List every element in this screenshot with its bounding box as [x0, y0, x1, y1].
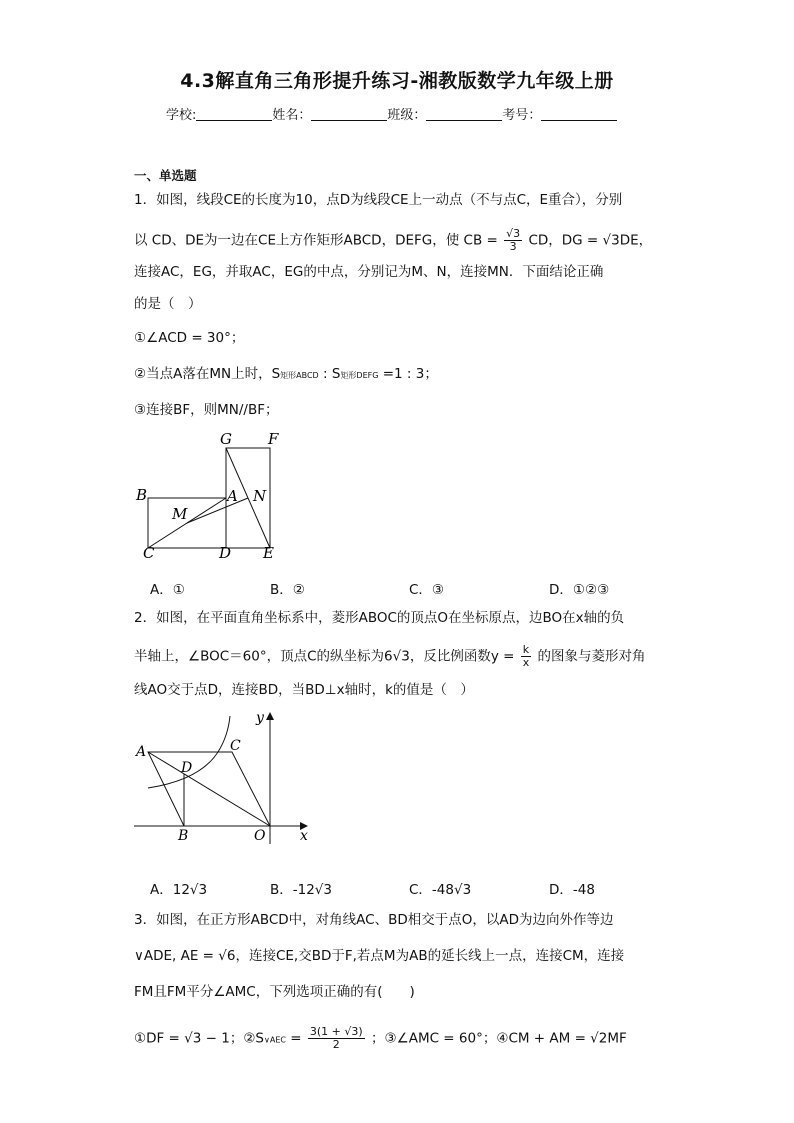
label-c: C — [230, 738, 241, 754]
q1-fraction — [504, 228, 522, 253]
q1-s2-sub2: 矩形DEFG — [340, 371, 379, 380]
q2-option-a[interactable]: A．12√3 — [150, 882, 208, 898]
q2-option-b[interactable]: B．-12√3 — [270, 882, 333, 898]
label-o: O — [254, 828, 266, 844]
label-a: A — [136, 744, 147, 760]
label-a: A — [227, 487, 238, 505]
exam-blank[interactable] — [541, 108, 617, 121]
label-x: x — [300, 828, 308, 844]
q3-s1-eq: = — [285, 1030, 302, 1047]
q1-option-a[interactable]: A．① — [150, 582, 185, 598]
q1-option-b[interactable]: B．② — [270, 582, 305, 598]
section-heading: 一、单选题 — [134, 168, 197, 183]
q1-line-2a: 以 CD、DE为一边在CE上方作矩形ABCD，DEFG，使 — [134, 232, 460, 249]
page-title: 4.3解直角三角形提升练习-湘教版数学九年级上册 — [180, 70, 614, 92]
q1-s2-e: =1 : 3； — [378, 366, 438, 382]
exam-label: 考号： — [502, 108, 542, 123]
school-label: 学校: — [166, 108, 197, 123]
label-b: B — [136, 486, 148, 504]
segment-mn — [187, 498, 248, 523]
q3-statements — [134, 1026, 627, 1051]
q2-frac-num: k — [521, 644, 532, 657]
q1-s2-c: : S — [318, 366, 341, 382]
y-axis-arrow — [266, 712, 274, 720]
q2-line-2a: 半轴上，∠BOC＝60°，顶点C的纵坐标为6√3，反比例函数y = — [134, 648, 515, 665]
q1-option-d[interactable]: D．①②③ — [549, 582, 610, 598]
label-d: D — [219, 544, 232, 562]
q3-line-3: FM且FM平分∠AMC，下列选项正确的有( ) — [134, 984, 415, 1000]
q3-frac-num: 3(1 + √3) — [309, 1025, 363, 1038]
q2-option-d[interactable]: D．-48 — [549, 882, 595, 898]
q3-frac-den: 2 — [332, 1038, 340, 1051]
q1-statement-1: ①∠ACD = 30°； — [134, 330, 245, 346]
q3-line-2: ∨ADE, AE = √6，连接CE,交BD于F,若点M为AB的延长线上一点，连接CM，连接 — [134, 948, 625, 964]
q1-cb-eq: CB = — [463, 232, 498, 249]
student-info-row — [166, 104, 617, 123]
name-blank[interactable] — [311, 108, 387, 121]
label-m: M — [172, 505, 188, 523]
q3-s1-sub: ∨AEC — [264, 1035, 286, 1045]
label-n: N — [253, 487, 267, 505]
q2-frac-den: x — [522, 656, 530, 669]
label-g: G — [220, 430, 232, 448]
q1-line-1: 1．如图，线段CE的长度为10，点D为线段CE上一动点（不与点C，E重合），分别 — [134, 192, 623, 208]
q1-statement-3: ③连接BF，则MN//BF； — [134, 402, 279, 418]
q2-figure — [130, 706, 320, 851]
name-label: 姓名： — [272, 108, 312, 123]
label-e: E — [263, 544, 274, 562]
q2-option-c[interactable]: C．-48√3 — [409, 882, 472, 898]
q1-frac-den: 3 — [509, 240, 517, 253]
label-d: D — [181, 760, 193, 776]
q2-line-2 — [134, 644, 646, 669]
label-c: C — [143, 544, 155, 562]
label-f: F — [268, 430, 279, 448]
label-b: B — [178, 828, 189, 844]
school-blank[interactable] — [196, 108, 272, 121]
q3-line-1: 3．如图，在正方形ABCD中，对角线AC、BD相交于点O，以AD为边向外作等边 — [134, 912, 614, 928]
q1-line-2 — [134, 228, 652, 253]
q1-option-c[interactable]: C．③ — [409, 582, 445, 598]
q1-line-2e: CD，DG = √3DE， — [528, 232, 653, 249]
q1-s2-a: ②当点A落在MN上时，S — [134, 366, 281, 382]
q2-line-3: 线AO交于点D，连接BD，当BD⊥x轴时，k的值是（ ） — [134, 682, 474, 698]
q3-rest: ；③∠AMC = 60°；④CM + AM = √2MF — [371, 1030, 627, 1047]
q1-statement-2 — [134, 364, 438, 386]
q3-s1: ①DF = √3 − 1；②S — [134, 1030, 265, 1047]
class-blank[interactable] — [426, 108, 502, 121]
q1-s2-sub1: 矩形ABCD — [280, 371, 319, 380]
q1-frac-num: √3 — [506, 227, 521, 240]
q1-line-4: 的是（ ） — [134, 296, 202, 312]
q2-fraction — [521, 644, 532, 669]
label-y: y — [256, 710, 264, 726]
q1-line-3: 连接AC，EG，并取AC，EG的中点，分别记为M、N，连接MN．下面结论正确 — [134, 264, 604, 280]
q2-line-2d: 的图象与菱形对角 — [537, 648, 646, 665]
q3-fraction — [308, 1026, 365, 1051]
q1-figure — [130, 428, 290, 563]
q2-line-1: 2．如图，在平面直角坐标系中，菱形ABOC的顶点O在坐标原点，边BO在x轴的负 — [134, 610, 625, 626]
class-label: 班级： — [387, 108, 427, 123]
